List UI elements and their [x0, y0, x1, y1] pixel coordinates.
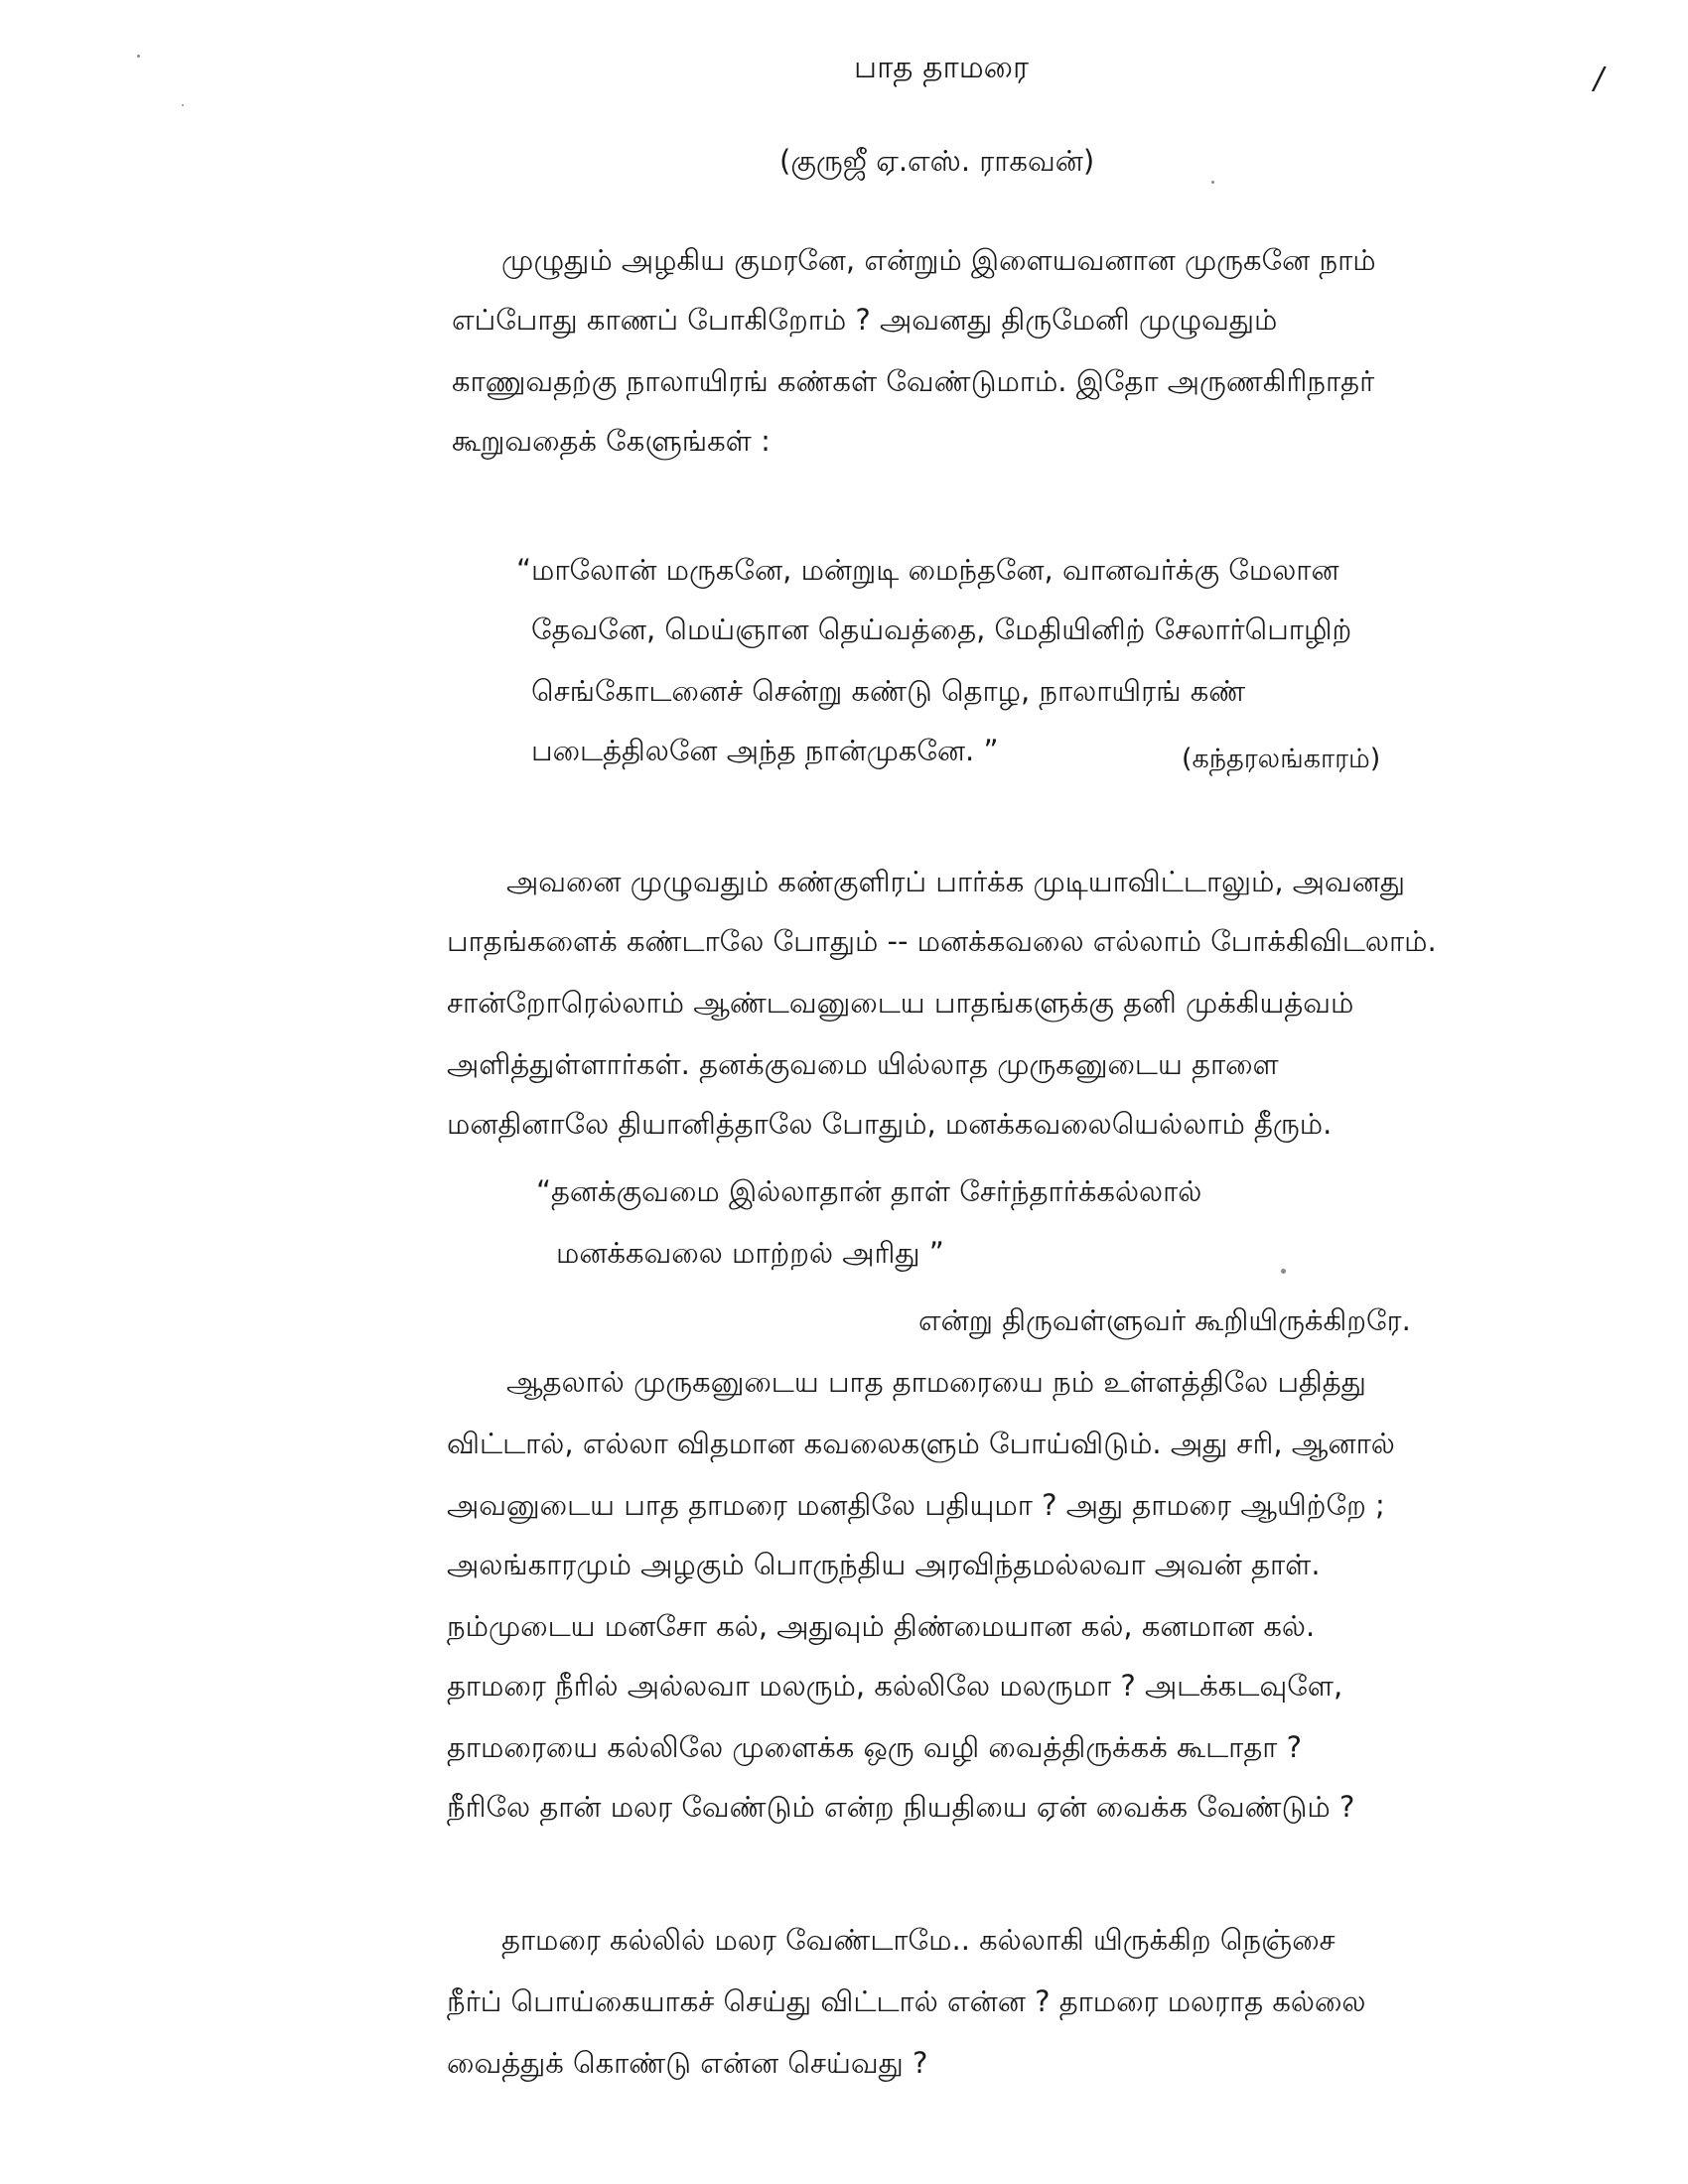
quote1-line: செங்கோடனைச் சென்று கண்டு தொழ, நாலாயிரங் கண் [531, 674, 1246, 708]
quote1-line: “மாலோன் மருகனே, மன்றுடி மைந்தனே, வானவர்க்கு மேலான [516, 553, 1339, 587]
para3-line: விட்டால், எல்லா விதமான கவலைகளும் போய்விடும். அது சரி, ஆனால் [447, 1427, 1395, 1460]
para3-line: நம்முடைய மனசோ கல், அதுவும் திண்மையான கல், கனமான கல். [447, 1609, 1316, 1643]
scan-speck [182, 104, 184, 106]
scan-speck [137, 55, 140, 58]
para2-line: அவனை முழுவதும் கண்குளிரப் பார்க்க முடியாவிட்டாலும், அவனது [506, 865, 1406, 898]
para3-line: அவனுடைய பாத தாமரை மனதிலே பதியுமா ? அது தாமரை ஆயிற்றே ; [447, 1488, 1385, 1522]
para2-line: சான்றோரெல்லாம் ஆண்டவனுடைய பாதங்களுக்கு தனி முக்கியத்வம் [447, 986, 1354, 1020]
para4-line: வைத்துக் கொண்டு என்ன செய்வது ? [447, 2046, 928, 2080]
quote1-source: (கந்தரலங்காரம்) [1182, 744, 1381, 774]
para3-line: ஆதலால் முருகனுடைய பாத தாமரையை நம் உள்ளத்திலே பதித்து [506, 1365, 1366, 1399]
scan-speck [1211, 181, 1214, 184]
para1-line: எப்போது காணப் போகிறோம் ? அவனது திருமேனி முழுவதும் [452, 303, 1278, 337]
author-line: (குருஜீ ஏ.எஸ். ராகவன்) [779, 144, 1095, 178]
para3-line: நீரிலே தான் மலர வேண்டும் என்ற நியதியை ஏன் வைக்க வேண்டும் ? [447, 1790, 1355, 1824]
para2-line: பாதங்களைக் கண்டாலே போதும் -- மனக்கவலை எல்லாம் போக்கிவிடலாம். [447, 924, 1437, 958]
para4-line: தாமரை கல்லில் மலர வேண்டாமே.. கல்லாகி யிருக்கிற நெஞ்சை [501, 1923, 1336, 1957]
para2-line: அளித்துள்ளார்கள். தனக்குவமை யில்லாத முருகனுடைய தாளை [447, 1047, 1279, 1081]
para3-line: தாமரையை கல்லிலே முளைக்க ஒரு வழி வைத்திருக்கக் கூடாதா ? [447, 1730, 1302, 1764]
quote2-line: “தனக்குவமை இல்லாதான் தாள் சேர்ந்தார்க்கல்லால் [536, 1174, 1202, 1208]
scan-speck [1281, 1269, 1286, 1274]
para4-line: நீர்ப் பொய்கையாகச் செய்து விட்டால் என்ன ? தாமரை மலராத கல்லை [447, 1984, 1366, 2018]
page-title: பாத தாமரை [854, 50, 1029, 85]
quote2-line: மனக்கவலை மாற்றல் அரிது ” [556, 1236, 944, 1270]
para2-line: மனதினாலே தியானித்தாலே போதும், மனக்கவலையெல்லாம் தீரும். [447, 1107, 1333, 1141]
para1-line: முழுதும் அழகிய குமரனே, என்றும் இளையவனான முருகனே நாம் [501, 243, 1376, 277]
quote1-line: தேவனே, மெய்ஞான தெய்வத்தை, மேதியினிற் சேலார்பொழிற் [531, 613, 1352, 646]
para3-line: தாமரை நீரில் அல்லவா மலரும், கல்லிலே மலருமா ? அடக்கடவுளே, [447, 1669, 1343, 1703]
para1-line: கூறுவதைக் கேளுங்கள் : [452, 424, 771, 458]
quote2-attribution: என்று திருவள்ளுவர் கூறியிருக்கிறரே. [918, 1303, 1411, 1337]
page-number: / [1594, 62, 1605, 96]
para1-line: காணுவதற்கு நாலாயிரங் கண்கள் வேண்டுமாம். இதோ அருணகிரிநாதர் [452, 364, 1375, 398]
para3-line: அலங்காரமும் அழகும் பொருந்திய அரவிந்தமல்லவா அவன் தாள். [447, 1548, 1321, 1581]
quote1-line: படைத்திலனே அந்த நான்முகனே. ” [531, 734, 999, 767]
